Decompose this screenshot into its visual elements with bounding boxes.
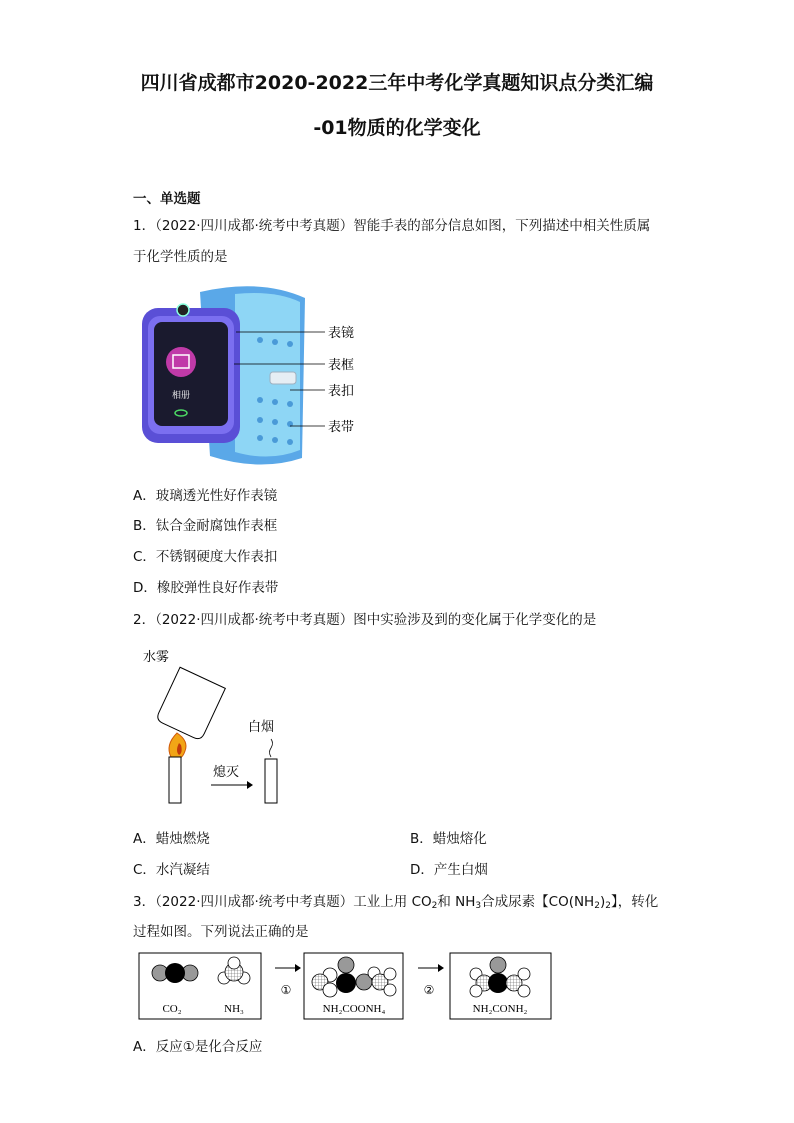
label-urea: NH₂CONH₂: [472, 1003, 528, 1015]
camera-icon: [177, 304, 189, 316]
label-watch-buckle: 表扣: [328, 384, 355, 399]
label-watch-frame: 表框: [328, 358, 355, 373]
label-watch-glass: 表镜: [328, 326, 355, 341]
q1-option-c: C．不锈钢硬度大作表扣: [133, 549, 278, 565]
q3-stem-line2: 过程如图。下列说法正确的是: [133, 924, 309, 940]
beaker: [156, 667, 226, 741]
smoke-icon: [270, 739, 273, 757]
album-icon: [166, 347, 196, 377]
arrow-icon: [438, 964, 444, 972]
urea-synthesis-figure: [138, 952, 558, 1022]
section-heading: 一、单选题: [133, 191, 201, 207]
label-nh2coonh4: NH₂COONH₄: [322, 1003, 386, 1015]
label-extinguish: 熄灭: [213, 765, 240, 780]
q1-option-b: B．钛合金耐腐蚀作表框: [133, 518, 278, 534]
q2-option-c: C．水汽凝结: [133, 862, 210, 878]
label-nh3: NH₃: [224, 1003, 244, 1015]
label-white-smoke: 白烟: [248, 720, 275, 735]
step-2-label: ②: [423, 983, 435, 997]
smartwatch-figure: [140, 280, 380, 470]
q2-option-a: A．蜡烛燃烧: [133, 831, 210, 847]
step-1-label: ①: [280, 983, 292, 997]
flame-icon: [169, 733, 186, 759]
co2-molecule: [152, 963, 198, 983]
screen-app-label: 相册: [171, 391, 191, 401]
page-title-line1: 四川省成都市2020-2022三年中考化学真题知识点分类汇编: [140, 72, 654, 94]
label-water-mist: 水雾: [143, 650, 170, 665]
q3-option-a: A．反应①是化合反应: [133, 1039, 263, 1055]
candle-extinguished: [265, 759, 277, 803]
q2-option-b: B．蜡烛熔化: [410, 831, 487, 847]
label-co2: CO₂: [162, 1003, 182, 1015]
q1-option-d: D．橡胶弹性良好作表带: [133, 580, 279, 596]
candle-experiment-figure: [135, 645, 305, 810]
watch-screen: [154, 322, 228, 426]
watch-buckle: [270, 372, 296, 384]
arrow-icon: [295, 964, 301, 972]
q1-option-a: A．玻璃透光性好作表镜: [133, 488, 278, 504]
label-watch-band: 表带: [328, 420, 355, 435]
q1-stem-line1: 1．（2022·四川成都·统考中考真题）智能手表的部分信息如图，下列描述中相关性质属: [133, 218, 651, 234]
q1-stem-line2: 于化学性质的是: [133, 249, 228, 265]
page-title-line2: -01物质的化学变化: [313, 117, 481, 139]
candle-burning: [169, 757, 181, 803]
q2-stem: 2．（2022·四川成都·统考中考真题）图中实验涉及到的变化属于化学变化的是: [133, 612, 597, 628]
q2-option-d: D．产生白烟: [410, 862, 488, 878]
arrow-icon: [247, 781, 253, 789]
q3-stem-line1: 3．（2022·四川成都·统考中考真题）工业上用 $CO_2$和 $NH_3$合成尿素【$CO(NH_2)_2$】，转化: [133, 894, 659, 911]
